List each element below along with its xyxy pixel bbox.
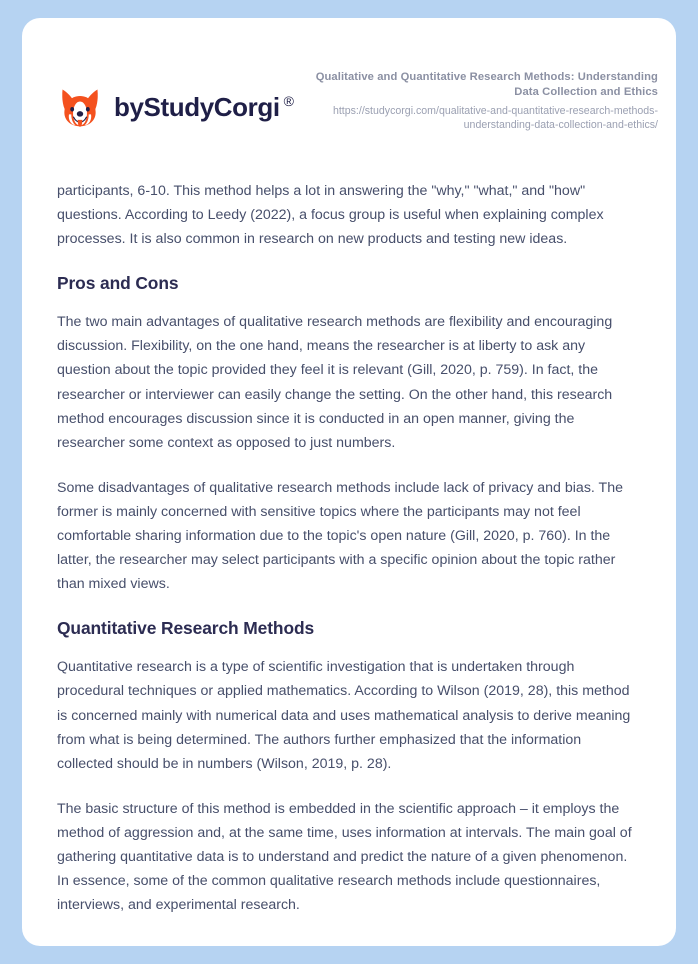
registered-trademark-icon: ®: [283, 92, 294, 109]
document-content: [22, 179, 676, 917]
paragraph-5: The basic structure of this method is embedded in the scientific approach – it employs the method of aggression and, at the same time, uses information at intervals. The main goal of gathering quantitative data is to understand and predict the nature of a given phenomenon. In essence, some of the common qualitative research methods include questionnaires, interviews, and experimental research.: [57, 800, 632, 914]
paragraph-4: Quantitative research is a type of scientific investigation that is undertaken through procedural techniques or applied mathematics. According to Wilson (2019, 28), this method is concerned mainly with numerical data and uses mathematical analysis to derive meaning from what is being determined. The authors further emphasized that the information collected should be in numbers (Wilson, 2019, p. 28).: [57, 659, 631, 772]
document-title: Qualitative and Quantitative Research Methods: Understanding Data Collection and Ethics: [315, 71, 658, 98]
document-meta: [313, 68, 658, 132]
section-heading-pros-and-cons: Pros and Cons: [57, 273, 179, 294]
paragraph-1: participants, 6-10. This method helps a lot in answering the "why," "what," and "how" questions. According to Leedy (2022), a focus group is useful when explaining complex processes. It is also common in research on new products and testing new ideas.: [57, 183, 604, 248]
brand-prefix: by: [114, 91, 144, 122]
corgi-head-icon: [57, 84, 103, 130]
brand-wordmark: [114, 92, 294, 123]
document-header: [22, 18, 676, 132]
document-page: [22, 18, 676, 946]
paragraph-3: Some disadvantages of qualitative research methods include lack of privacy and bias. The former is mainly concerned with sensitive topics where the participants may not feel comfortable sharing information due to the topic's open nature (Gill, 2020, p. 760). In the latter, the researcher may select participants with a specific opinion about the topic rather than mixed views.: [57, 479, 623, 593]
studycorgi-brand: [57, 68, 294, 130]
section-heading-quantitative-research-methods: Quantitative Research Methods: [57, 618, 315, 639]
paragraph-2: The two main advantages of qualitative research methods are flexibility and encouraging discussion. Flexibility, on the one hand, means the researcher is at liberty to ask any question about the topic provided they feel it is relevant (Gill, 2020, p. 759). In fact, the researcher or interviewer can easily change the setting. On the other hand, this research method encourages discussion since it is conducted in an open manner, giving the researcher some context as opposed to just numbers.: [57, 314, 613, 451]
brand-name: StudyCorgi: [143, 91, 280, 122]
document-url: https://studycorgi.com/qualitative-and-quantitative-research-methods-understanding-data-collection-and-ethics/: [332, 105, 658, 131]
